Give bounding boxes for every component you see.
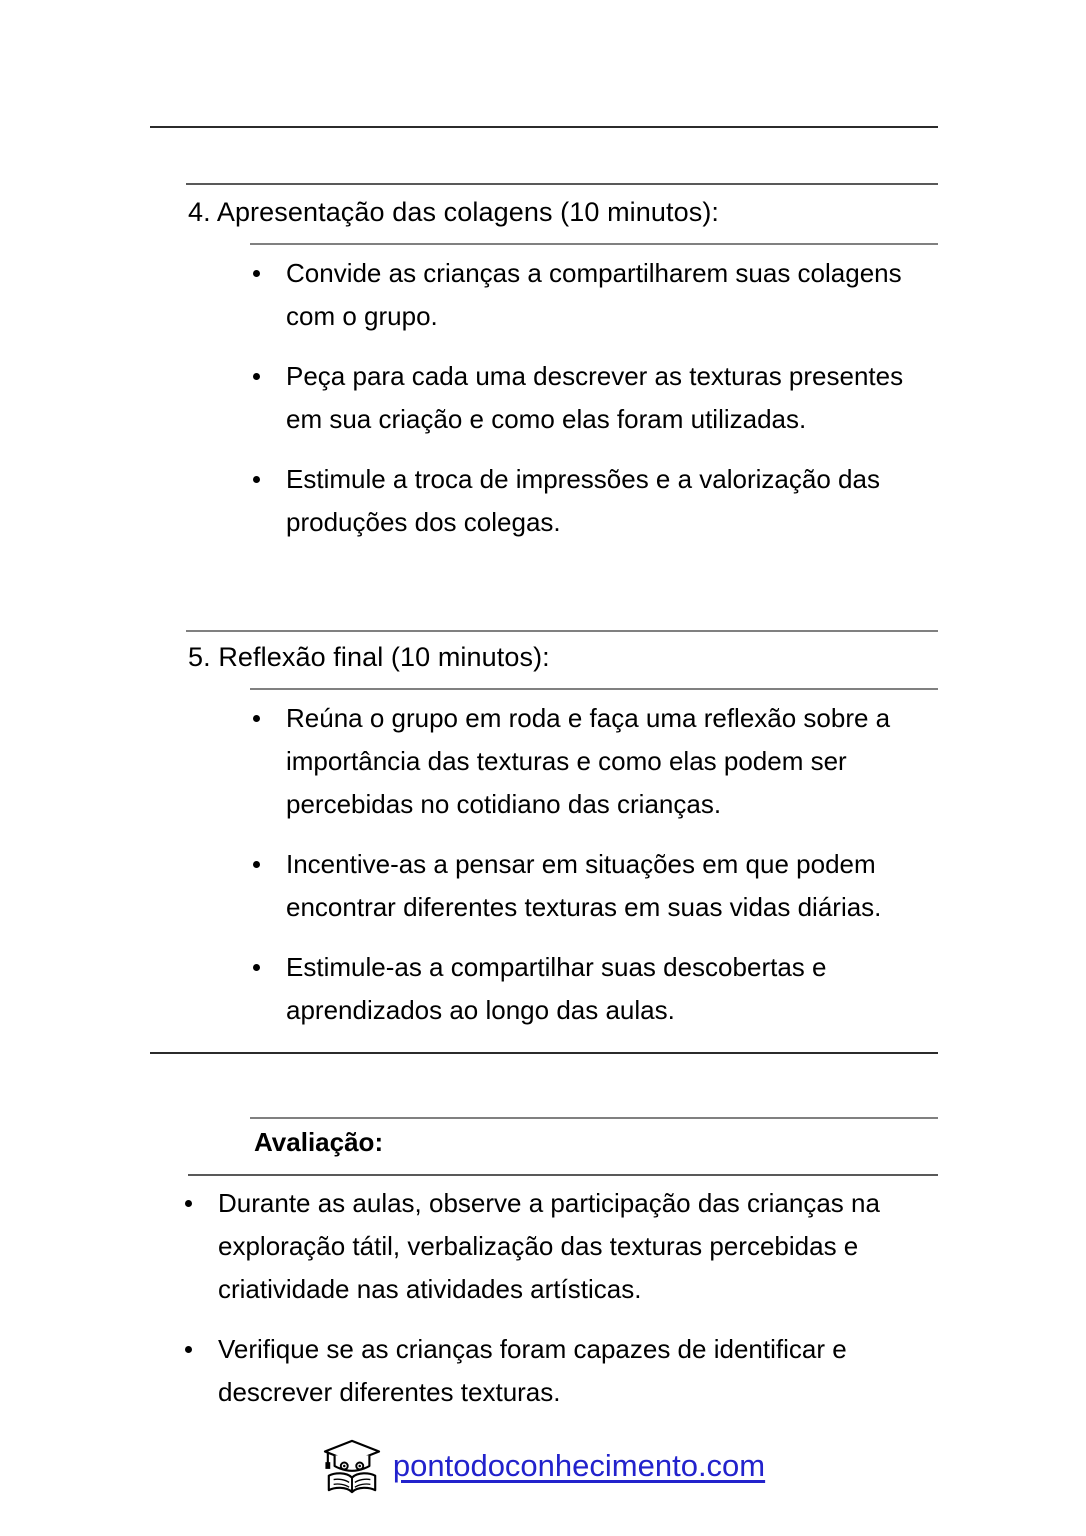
list-item-text: Verifique se as crianças foram capazes de identificar e descrever diferentes texturas. [218,1334,847,1407]
horizontal-rule-evaluation-heading [250,1117,938,1119]
horizontal-rule-section-5-heading [186,630,938,632]
list-item [250,355,940,441]
section-5-bullet-list [250,697,940,1032]
list-item [250,458,940,544]
horizontal-rule-section-4-list [250,243,938,245]
bullet-point-icon [253,964,260,971]
bullet-point-icon [253,270,260,277]
list-item-text: Durante as aulas, observe a participação das crianças na exploração tátil, verbalização das texturas percebidas e criatividade nas atividades artísticas. [218,1188,880,1304]
list-item-text: Reúna o grupo em roda e faça uma reflexão sobre a importância das texturas e como elas podem ser percebidas no cotidiano das crianças. [286,703,891,819]
horizontal-rule-evaluation-list [188,1174,938,1176]
list-item [250,843,940,929]
website-link[interactable]: pontodoconhecimento.com [392,1448,766,1483]
list-item [250,946,940,1032]
bullet-point-icon [253,715,260,722]
bullet-point-icon [185,1200,192,1207]
horizontal-rule-section-4-heading [186,183,938,185]
list-item [250,252,940,338]
list-item-text: Peça para cada uma descrever as texturas presentes em sua criação e como elas foram utilizadas. [286,361,904,434]
bullet-point-icon [253,861,260,868]
list-item-text: Estimule a troca de impressões e a valorização das produções dos colegas. [286,464,880,537]
evaluation-bullet-list [182,1182,942,1414]
list-item [182,1328,942,1414]
evaluation-heading: Avaliação: [254,1127,384,1157]
list-item-text: Estimule-as a compartilhar suas descobertas e aprendizados ao longo das aulas. [286,952,827,1025]
bullet-point-icon [253,373,260,380]
list-item-text: Convide as crianças a compartilharem suas colagens com o grupo. [286,258,902,331]
bullet-point-icon [253,476,260,483]
graduation-cap-book-icon [321,1437,383,1495]
horizontal-rule-section-5-list [250,688,938,690]
section-4-bullet-list [250,252,940,544]
section-heading-5: 5. Reflexão final (10 minutos): [188,642,550,672]
list-item-text: Incentive-as a pensar em situações em que podem encontrar diferentes texturas em suas vidas diárias. [286,849,882,922]
list-item [250,697,940,826]
list-item [182,1182,942,1311]
bullet-point-icon [185,1346,192,1353]
horizontal-rule-top [150,126,938,128]
footer [0,1437,1086,1495]
section-heading-4: 4. Apresentação das colagens (10 minutos): [188,197,720,227]
horizontal-rule-section-5-end [150,1052,938,1054]
